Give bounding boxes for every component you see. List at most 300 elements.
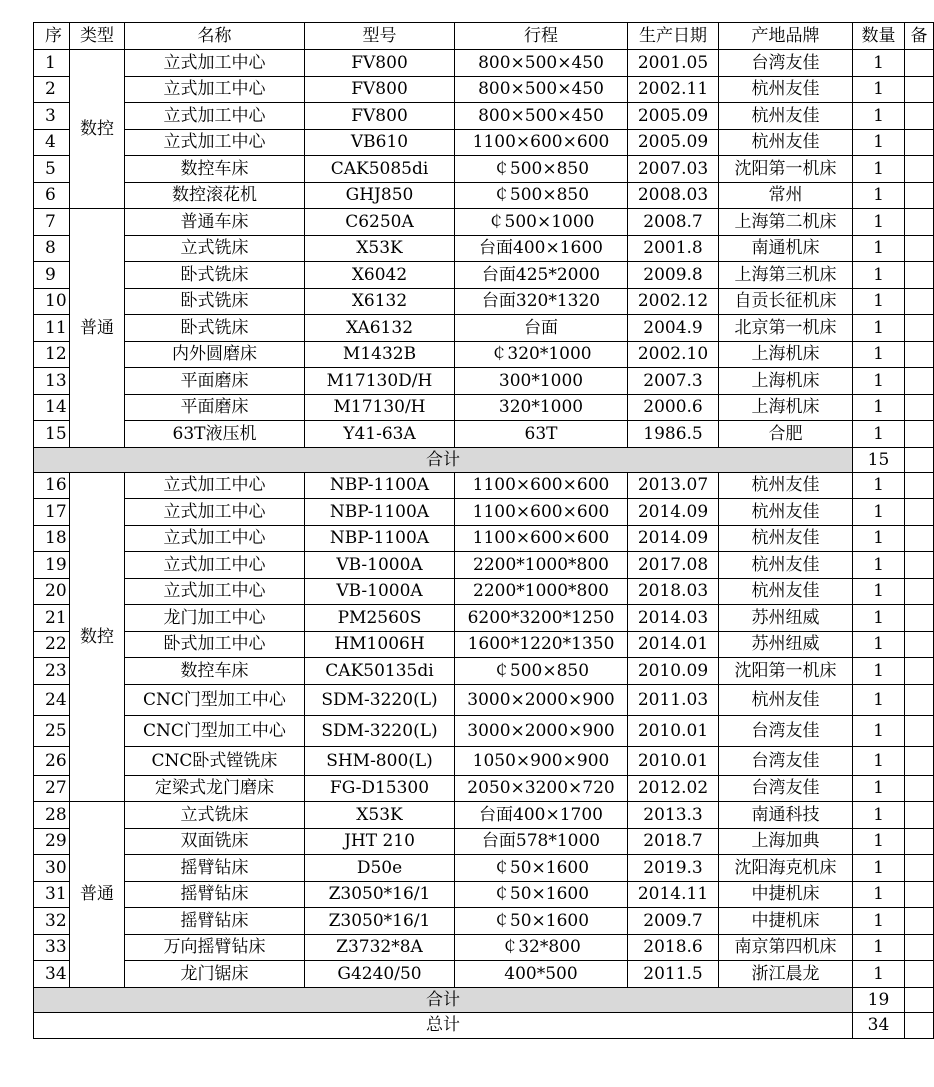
machine-name: 龙门锯床	[125, 961, 305, 988]
col-index-header: 序	[34, 23, 70, 50]
row-index: 9	[34, 262, 70, 289]
note-cell	[905, 129, 934, 156]
note-cell	[905, 288, 934, 315]
machine-name: 立式加工中心	[125, 76, 305, 103]
header-row	[34, 23, 934, 50]
model: CAK5085di	[305, 156, 455, 183]
row-index: 29	[34, 828, 70, 855]
quantity: 1	[853, 908, 905, 935]
note-cell	[905, 961, 934, 988]
note-cell	[905, 472, 934, 499]
row-index: 11	[34, 315, 70, 342]
row-index: 14	[34, 394, 70, 421]
brand: 上海第二机床	[719, 209, 853, 236]
row-index: 16	[34, 472, 70, 499]
note-cell	[905, 182, 934, 209]
row-index: 33	[34, 934, 70, 961]
table-row	[34, 908, 934, 935]
col-date-header: 生产日期	[628, 23, 719, 50]
quantity: 1	[853, 684, 905, 715]
quantity: 1	[853, 715, 905, 746]
row-index: 10	[34, 288, 70, 315]
production-date: 2014.09	[628, 499, 719, 526]
production-date: 2008.03	[628, 182, 719, 209]
brand: 杭州友佳	[719, 552, 853, 579]
travel: ￠50×1600	[455, 881, 628, 908]
travel: 台面	[455, 315, 628, 342]
table-row	[34, 934, 934, 961]
production-date: 2002.12	[628, 288, 719, 315]
brand: 上海机床	[719, 394, 853, 421]
production-date: 2014.11	[628, 881, 719, 908]
quantity: 1	[853, 182, 905, 209]
production-date: 2001.8	[628, 235, 719, 262]
row-index: 15	[34, 421, 70, 448]
machine-name: 摇臂钻床	[125, 881, 305, 908]
row-index: 28	[34, 802, 70, 829]
row-index: 22	[34, 631, 70, 658]
table-row	[34, 156, 934, 183]
note-cell	[905, 50, 934, 77]
model: X53K	[305, 235, 455, 262]
travel: ￠50×1600	[455, 908, 628, 935]
brand: 杭州友佳	[719, 129, 853, 156]
table-row	[34, 235, 934, 262]
note-cell	[905, 368, 934, 395]
model: C6250A	[305, 209, 455, 236]
production-date: 2014.01	[628, 631, 719, 658]
note-cell	[905, 421, 934, 448]
production-date: 2009.8	[628, 262, 719, 289]
note-cell	[905, 525, 934, 552]
note-cell	[905, 802, 934, 829]
subtotal-label: 合计	[34, 987, 853, 1012]
row-index: 2	[34, 76, 70, 103]
category-cell: 普通	[70, 802, 125, 988]
table-row	[34, 961, 934, 988]
row-index: 8	[34, 235, 70, 262]
machine-name: 立式加工中心	[125, 499, 305, 526]
subtotal-label: 合计	[34, 447, 853, 472]
travel: 800×500×450	[455, 50, 628, 77]
row-index: 18	[34, 525, 70, 552]
travel: 63T	[455, 421, 628, 448]
travel: ￠500×850	[455, 182, 628, 209]
quantity: 1	[853, 368, 905, 395]
row-index: 30	[34, 855, 70, 882]
quantity: 1	[853, 631, 905, 658]
row-index: 17	[34, 499, 70, 526]
brand: 沈阳海克机床	[719, 855, 853, 882]
model: X53K	[305, 802, 455, 829]
production-date: 2007.3	[628, 368, 719, 395]
row-index: 7	[34, 209, 70, 236]
row-index: 34	[34, 961, 70, 988]
production-date: 2014.03	[628, 605, 719, 632]
model: FV800	[305, 76, 455, 103]
production-date: 2005.09	[628, 103, 719, 130]
quantity: 1	[853, 315, 905, 342]
note-cell	[905, 447, 934, 472]
col-name-header: 名称	[125, 23, 305, 50]
machine-name: 立式加工中心	[125, 129, 305, 156]
table-row	[34, 828, 934, 855]
model: VB610	[305, 129, 455, 156]
row-index: 31	[34, 881, 70, 908]
brand: 杭州友佳	[719, 499, 853, 526]
machine-name: 数控车床	[125, 156, 305, 183]
brand: 沈阳第一机床	[719, 658, 853, 685]
brand: 上海机床	[719, 368, 853, 395]
model: M1432B	[305, 341, 455, 368]
table-row	[34, 472, 934, 499]
note-cell	[905, 605, 934, 632]
quantity: 1	[853, 855, 905, 882]
machine-name: 立式铣床	[125, 802, 305, 829]
brand: 台湾友佳	[719, 50, 853, 77]
travel: ￠500×850	[455, 658, 628, 685]
production-date: 2010.09	[628, 658, 719, 685]
note-cell	[905, 881, 934, 908]
table-row	[34, 50, 934, 77]
machine-name: 定梁式龙门磨床	[125, 775, 305, 802]
machine-name: 立式加工中心	[125, 578, 305, 605]
brand: 杭州友佳	[719, 103, 853, 130]
production-date: 2018.6	[628, 934, 719, 961]
quantity: 1	[853, 961, 905, 988]
brand: 南通科技	[719, 802, 853, 829]
travel: 1100×600×600	[455, 472, 628, 499]
row-index: 21	[34, 605, 70, 632]
travel: 台面425*2000	[455, 262, 628, 289]
row-index: 3	[34, 103, 70, 130]
machine-name: 平面磨床	[125, 368, 305, 395]
total-label: 总计	[34, 1012, 853, 1038]
brand: 上海加典	[719, 828, 853, 855]
production-date: 2017.08	[628, 552, 719, 579]
table-row	[34, 103, 934, 130]
travel: 2200*1000*800	[455, 578, 628, 605]
model: FV800	[305, 103, 455, 130]
note-cell	[905, 934, 934, 961]
note-cell	[905, 658, 934, 685]
model: GHJ850	[305, 182, 455, 209]
note-cell	[905, 156, 934, 183]
machine-name: 立式铣床	[125, 235, 305, 262]
travel: ￠50×1600	[455, 855, 628, 882]
travel: 1100×600×600	[455, 129, 628, 156]
subtotal-value: 15	[853, 447, 905, 472]
note-cell	[905, 1012, 934, 1038]
row-index: 25	[34, 715, 70, 746]
production-date: 2010.01	[628, 715, 719, 746]
travel: ￠320*1000	[455, 341, 628, 368]
table-row	[34, 746, 934, 775]
row-index: 19	[34, 552, 70, 579]
quantity: 1	[853, 605, 905, 632]
table-row	[34, 578, 934, 605]
quantity: 1	[853, 802, 905, 829]
quantity: 1	[853, 881, 905, 908]
production-date: 2002.10	[628, 341, 719, 368]
machine-name: 内外圆磨床	[125, 341, 305, 368]
travel: 6200*3200*1250	[455, 605, 628, 632]
model: JHT 210	[305, 828, 455, 855]
brand: 台湾友佳	[719, 746, 853, 775]
row-index: 5	[34, 156, 70, 183]
table-row	[34, 684, 934, 715]
machine-name: 立式加工中心	[125, 552, 305, 579]
model: CAK50135di	[305, 658, 455, 685]
model: Z3050*16/1	[305, 908, 455, 935]
col-travel-header: 行程	[455, 23, 628, 50]
production-date: 2019.3	[628, 855, 719, 882]
table-row	[34, 129, 934, 156]
model: SDM-3220(L)	[305, 715, 455, 746]
production-date: 2013.07	[628, 472, 719, 499]
table-row	[34, 499, 934, 526]
row-index: 1	[34, 50, 70, 77]
model: M17130D/H	[305, 368, 455, 395]
production-date: 2010.01	[628, 746, 719, 775]
machine-name: 立式加工中心	[125, 103, 305, 130]
travel: 800×500×450	[455, 76, 628, 103]
category-cell: 普通	[70, 209, 125, 448]
subtotal-value: 19	[853, 987, 905, 1012]
note-cell	[905, 552, 934, 579]
row-index: 27	[34, 775, 70, 802]
row-index: 13	[34, 368, 70, 395]
travel: 台面320*1320	[455, 288, 628, 315]
model: X6042	[305, 262, 455, 289]
brand: 上海第三机床	[719, 262, 853, 289]
production-date: 2011.5	[628, 961, 719, 988]
category-cell: 数控	[70, 472, 125, 802]
quantity: 1	[853, 746, 905, 775]
quantity: 1	[853, 76, 905, 103]
model: Z3732*8A	[305, 934, 455, 961]
row-index: 4	[34, 129, 70, 156]
brand: 杭州友佳	[719, 578, 853, 605]
table-row	[34, 605, 934, 632]
model: XA6132	[305, 315, 455, 342]
machine-name: 数控车床	[125, 658, 305, 685]
quantity: 1	[853, 341, 905, 368]
production-date: 2004.9	[628, 315, 719, 342]
brand: 台湾友佳	[719, 715, 853, 746]
table-row	[34, 631, 934, 658]
travel: 800×500×450	[455, 103, 628, 130]
quantity: 1	[853, 103, 905, 130]
table-row	[34, 658, 934, 685]
travel: ￠500×1000	[455, 209, 628, 236]
machine-name: 63T液压机	[125, 421, 305, 448]
machine-name: 立式加工中心	[125, 525, 305, 552]
model: SHM-800(L)	[305, 746, 455, 775]
travel: 1600*1220*1350	[455, 631, 628, 658]
model: NBP-1100A	[305, 472, 455, 499]
col-type-header: 类型	[70, 23, 125, 50]
note-cell	[905, 775, 934, 802]
machine-name: 万向摇臂钻床	[125, 934, 305, 961]
col-qty-header: 数量	[853, 23, 905, 50]
production-date: 2001.05	[628, 50, 719, 77]
note-cell	[905, 828, 934, 855]
model: NBP-1100A	[305, 525, 455, 552]
quantity: 1	[853, 828, 905, 855]
machine-name: 平面磨床	[125, 394, 305, 421]
row-index: 32	[34, 908, 70, 935]
model: PM2560S	[305, 605, 455, 632]
model: G4240/50	[305, 961, 455, 988]
brand: 南通机床	[719, 235, 853, 262]
travel: 300*1000	[455, 368, 628, 395]
table-row	[34, 341, 934, 368]
machine-name: 双面铣床	[125, 828, 305, 855]
travel: 台面400×1600	[455, 235, 628, 262]
brand: 杭州友佳	[719, 76, 853, 103]
travel: ￠500×850	[455, 156, 628, 183]
production-date: 2018.03	[628, 578, 719, 605]
brand: 苏州纽威	[719, 631, 853, 658]
quantity: 1	[853, 262, 905, 289]
model: Y41-63A	[305, 421, 455, 448]
model: D50e	[305, 855, 455, 882]
row-index: 20	[34, 578, 70, 605]
machine-name: 龙门加工中心	[125, 605, 305, 632]
model: VB-1000A	[305, 578, 455, 605]
note-cell	[905, 103, 934, 130]
quantity: 1	[853, 658, 905, 685]
note-cell	[905, 76, 934, 103]
travel: 2200*1000*800	[455, 552, 628, 579]
production-date: 2011.03	[628, 684, 719, 715]
brand: 台湾友佳	[719, 775, 853, 802]
model: HM1006H	[305, 631, 455, 658]
quantity: 1	[853, 578, 905, 605]
table-row	[34, 394, 934, 421]
note-cell	[905, 209, 934, 236]
table-row	[34, 855, 934, 882]
note-cell	[905, 746, 934, 775]
quantity: 1	[853, 775, 905, 802]
note-cell	[905, 341, 934, 368]
model: FV800	[305, 50, 455, 77]
brand: 中捷机床	[719, 908, 853, 935]
machine-name: 卧式铣床	[125, 315, 305, 342]
machine-name: CNC门型加工中心	[125, 715, 305, 746]
brand: 南京第四机床	[719, 934, 853, 961]
note-cell	[905, 855, 934, 882]
production-date: 2014.09	[628, 525, 719, 552]
row-index: 6	[34, 182, 70, 209]
brand: 杭州友佳	[719, 684, 853, 715]
note-cell	[905, 908, 934, 935]
travel: 台面400×1700	[455, 802, 628, 829]
quantity: 1	[853, 499, 905, 526]
table-row	[34, 288, 934, 315]
brand: 苏州纽威	[719, 605, 853, 632]
quantity: 1	[853, 394, 905, 421]
brand: 自贡长征机床	[719, 288, 853, 315]
machine-name: 立式加工中心	[125, 472, 305, 499]
travel: 1050×900×900	[455, 746, 628, 775]
note-cell	[905, 684, 934, 715]
machine-name: 摇臂钻床	[125, 855, 305, 882]
table-row	[34, 881, 934, 908]
quantity: 1	[853, 525, 905, 552]
table-row	[34, 182, 934, 209]
travel: 1100×600×600	[455, 499, 628, 526]
quantity: 1	[853, 472, 905, 499]
table-row	[34, 421, 934, 448]
row-index: 23	[34, 658, 70, 685]
travel: ￠32*800	[455, 934, 628, 961]
equipment-table	[33, 22, 933, 1039]
col-model-header: 型号	[305, 23, 455, 50]
quantity: 1	[853, 156, 905, 183]
table-row	[34, 715, 934, 746]
brand: 浙江晨龙	[719, 961, 853, 988]
subtotal-row	[34, 987, 934, 1012]
model: SDM-3220(L)	[305, 684, 455, 715]
quantity: 1	[853, 421, 905, 448]
table-row	[34, 368, 934, 395]
note-cell	[905, 262, 934, 289]
row-index: 24	[34, 684, 70, 715]
brand: 北京第一机床	[719, 315, 853, 342]
note-cell	[905, 235, 934, 262]
model: NBP-1100A	[305, 499, 455, 526]
table-row	[34, 262, 934, 289]
category-cell: 数控	[70, 50, 125, 209]
machine-name: 卧式铣床	[125, 288, 305, 315]
note-cell	[905, 987, 934, 1012]
model: M17130/H	[305, 394, 455, 421]
quantity: 1	[853, 552, 905, 579]
brand: 杭州友佳	[719, 525, 853, 552]
machine-name: 卧式加工中心	[125, 631, 305, 658]
quantity: 1	[853, 129, 905, 156]
model: FG-D15300	[305, 775, 455, 802]
travel: 400*500	[455, 961, 628, 988]
production-date: 2013.3	[628, 802, 719, 829]
table-row	[34, 775, 934, 802]
quantity: 1	[853, 209, 905, 236]
production-date: 2009.7	[628, 908, 719, 935]
col-brand-header: 产地品牌	[719, 23, 853, 50]
travel: 3000×2000×900	[455, 684, 628, 715]
note-cell	[905, 394, 934, 421]
model: Z3050*16/1	[305, 881, 455, 908]
production-date: 1986.5	[628, 421, 719, 448]
table-row	[34, 209, 934, 236]
brand: 合肥	[719, 421, 853, 448]
quantity: 1	[853, 288, 905, 315]
travel: 台面578*1000	[455, 828, 628, 855]
total-value: 34	[853, 1012, 905, 1038]
travel: 320*1000	[455, 394, 628, 421]
note-cell	[905, 499, 934, 526]
row-index: 12	[34, 341, 70, 368]
production-date: 2000.6	[628, 394, 719, 421]
col-note-header: 备	[905, 23, 934, 50]
machine-name: 摇臂钻床	[125, 908, 305, 935]
production-date: 2007.03	[628, 156, 719, 183]
model: X6132	[305, 288, 455, 315]
brand: 杭州友佳	[719, 472, 853, 499]
brand: 中捷机床	[719, 881, 853, 908]
